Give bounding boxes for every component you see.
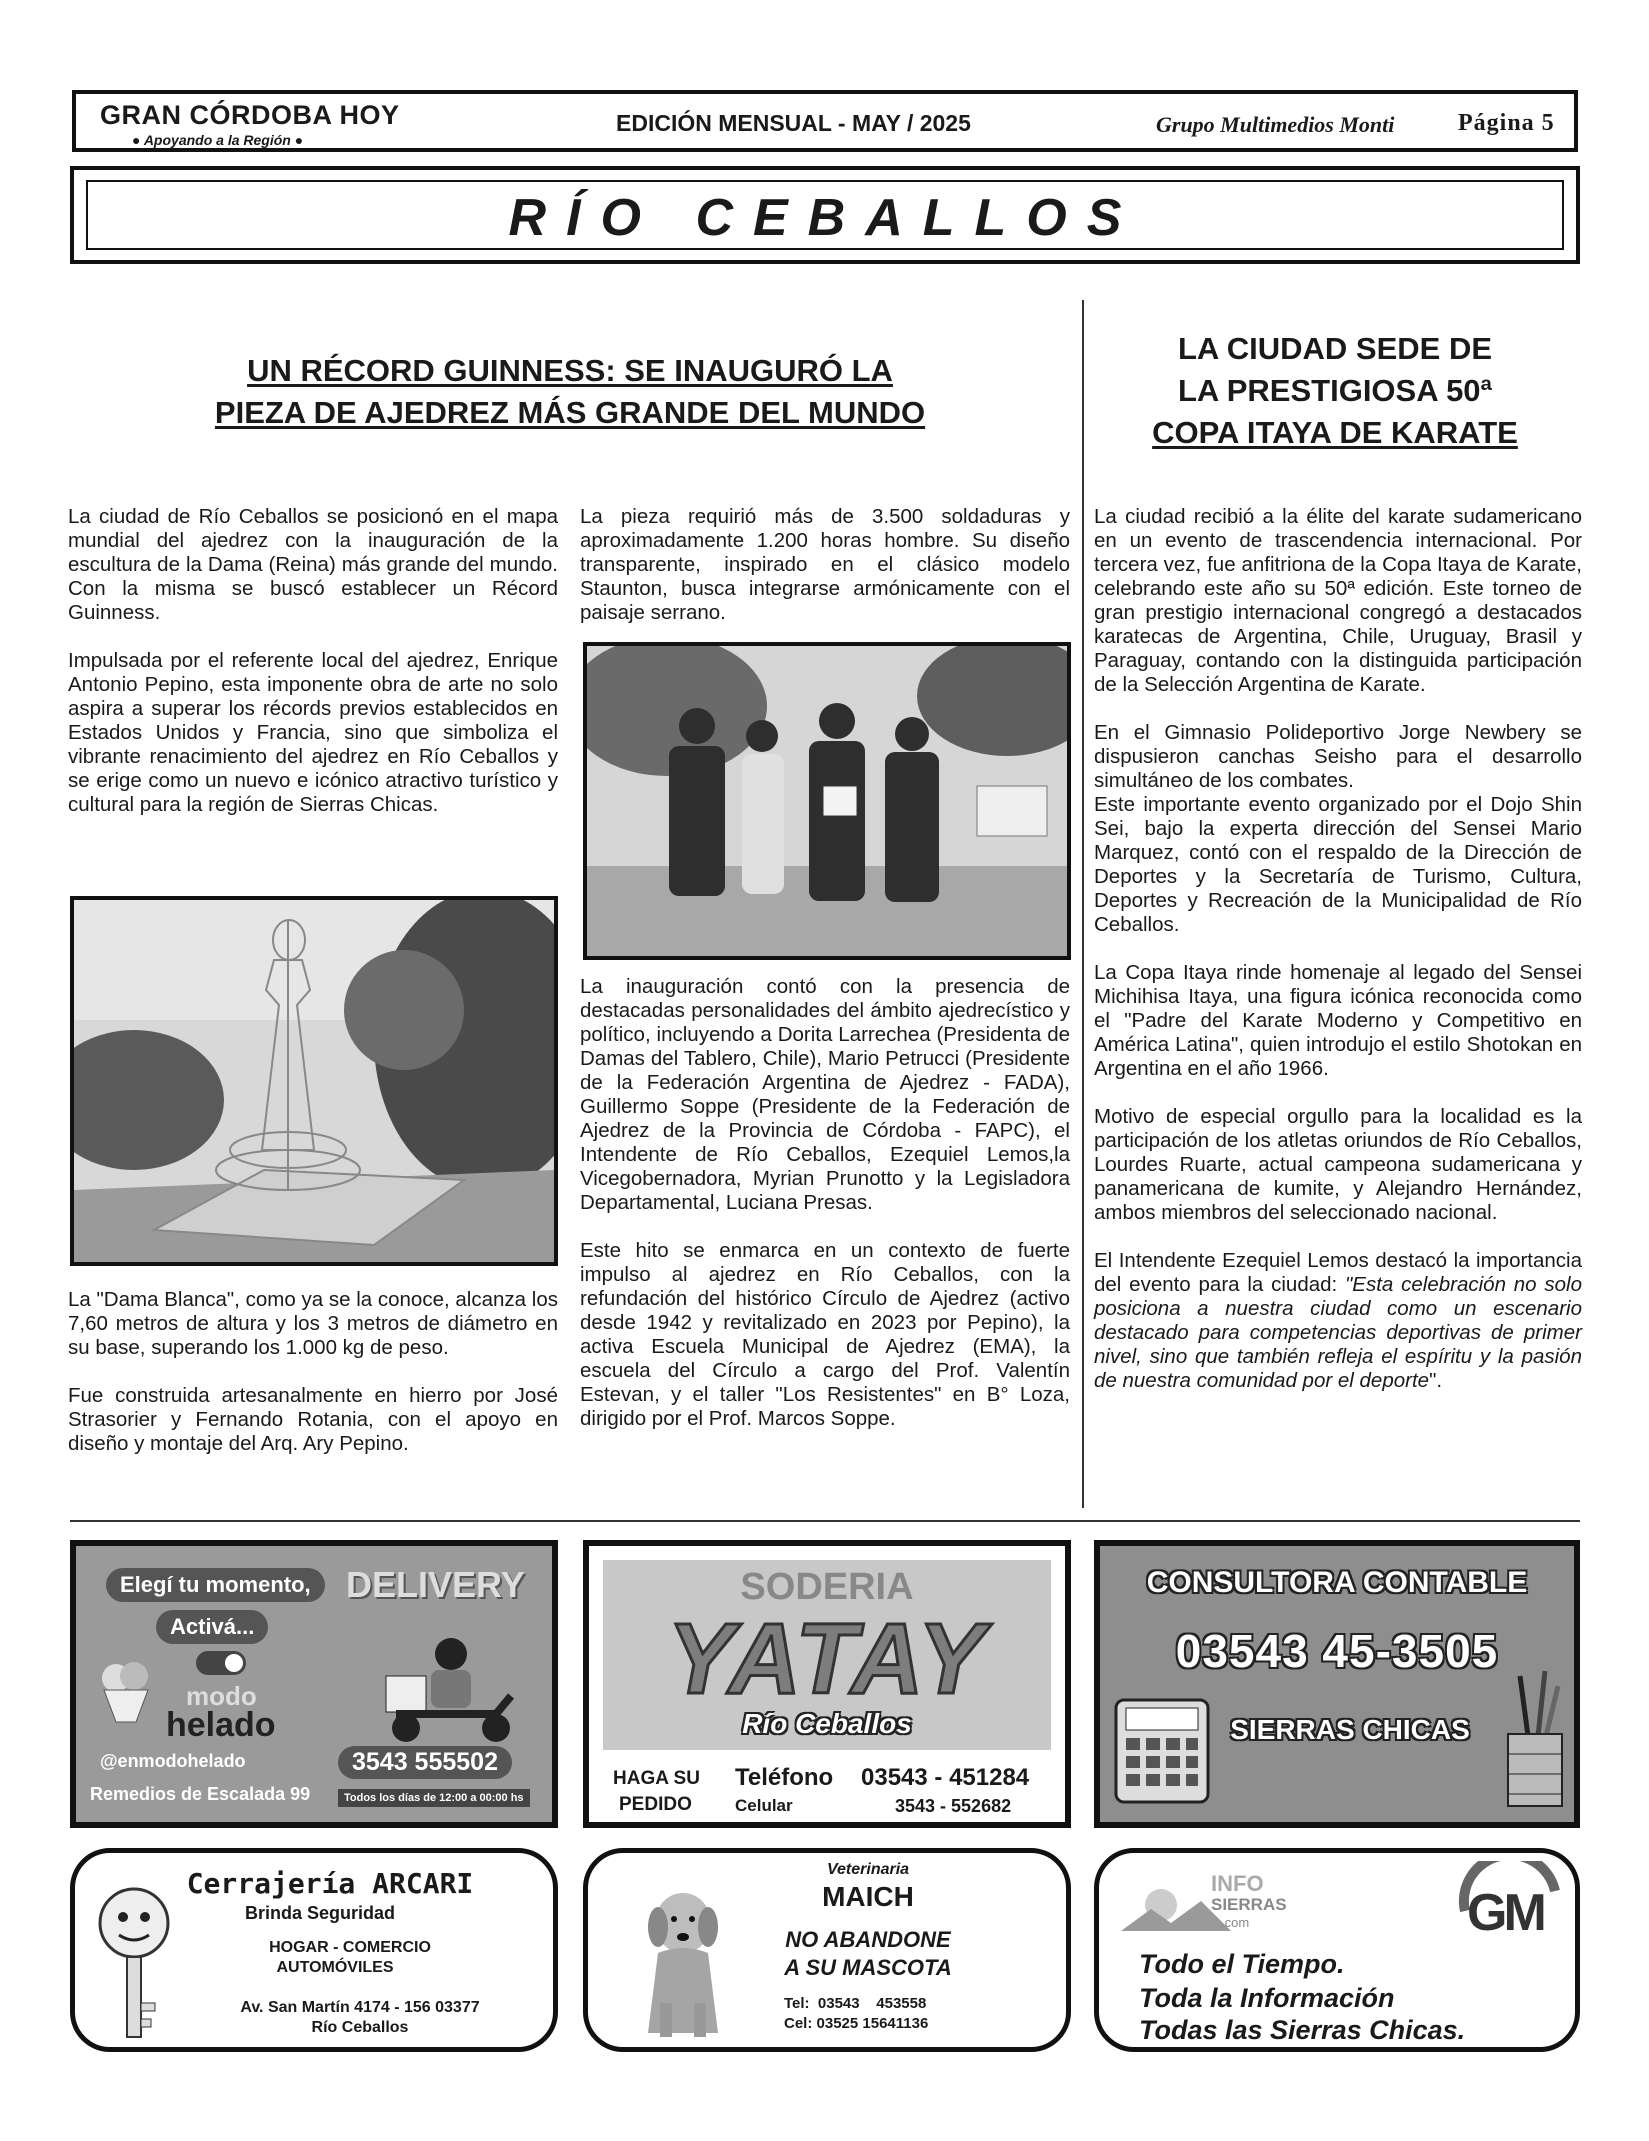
quote-end: ". (1429, 1369, 1443, 1392)
paragraph: La inauguración contó con la presencia de destacadas personalidades del ámbito ajedrecístico y político, incluyendo a Dorita Larrechea (Presidenta de Damas del Tablero, Chile), Mario Petrucci (Presidente de la Federación Argentina de Ajedrez - FADA), Guillermo Soppe (Presidente de la Federación de Ajedrez de la Provincia de Córdoba - FAPC), el Intendente de Río Ceballos, Ezequiel Lemos,la Vicegobernadora, Myrian Prunotto y la Legisladora Departamental, Luciana Presas. (580, 975, 1070, 1214)
paragraph: La pieza requirió más de 3.500 soldaduras y aproximadamente 1.200 horas hombre. Su diseño transparente, inspirado en el clásico modelo Staunton, busca integrarse armónicamente con el paisaje serrano. (580, 505, 1070, 624)
newspaper-name: GRAN CÓRDOBA HOY (100, 100, 400, 130)
paragraph: Fue construida artesanalmente en hierro por José Strasorier y Fernando Rotania, con el apoyo en diseño y montaje del Arq. Ary Pepino. (68, 1384, 558, 1455)
gm-logo (1455, 1861, 1565, 1961)
paragraph: Impulsada por el referente local del ajedrez, Enrique Antonio Pepino, esta imponente obra de arte no solo aspira a superar los récords previos establecidos en Estados Unidos y Francia, sino que simboliza el vibrante renacimiento del ajedrez en Río Ceballos y se erige como un nuevo e icónico atractivo turístico y cultural para la región de Sierras Chicas. (68, 649, 558, 816)
delivery-scooter-icon (376, 1636, 526, 1746)
ad-soderia-yatay (583, 1540, 1071, 1828)
soderia-city: Río Ceballos (742, 1708, 912, 1739)
vet-tel: Tel: 03543 453558 (784, 1995, 927, 2012)
soderia-logo (603, 1560, 1051, 1750)
vet-name: MAICH (822, 1881, 914, 1912)
logo-info: INFO (1211, 1871, 1264, 1896)
column-divider (1082, 300, 1084, 1508)
ad-veterinaria-maich (583, 1848, 1071, 2052)
headline-line-2: PIEZA DE AJEDREZ MÁS GRANDE DEL MUNDO (214, 395, 926, 430)
store-address: Remedios de Escalada 99 (90, 1784, 311, 1804)
consultora-phone: 03543 45-3505 (1175, 1625, 1499, 1677)
article-column-2-continued (580, 975, 1070, 1455)
cel-label: Celular (735, 1796, 793, 1815)
paragraph: Este importante evento organizado por el Dojo Shin Sei, bajo la experta dirección del Sensei Mario Marquez, contó con el respaldo de la Dirección de Deportes y la Secretaría de Turismo, Cultura, Deportes y Recreación de la Municipalidad de Río Ceballos. (1094, 793, 1582, 936)
ad-modo-helado (70, 1540, 558, 1828)
page-number: Página 5 (1458, 110, 1555, 136)
ads-divider (70, 1520, 1580, 1522)
karate-article-headline (1095, 328, 1575, 454)
inauguration-photo (583, 642, 1071, 960)
karate-article-body (1094, 505, 1582, 1417)
logo-com: .com (1221, 1915, 1250, 1930)
ad-info-sierras (1094, 1848, 1580, 2052)
headline-line-1: LA CIUDAD SEDE DE (1177, 331, 1493, 366)
vet-slogan-2: A SU MASCOTA (784, 1955, 952, 1980)
mayor-quote: "Esta celebración no solo posiciona a nuestra ciudad como un escenario destacado para competencias deportivas de primer nivel, sino que también refleja el espíritu y la pasión de nuestra comunidad por el deporte (1094, 1273, 1582, 1392)
ad-line: Elegí tu momento, (106, 1568, 325, 1602)
tel-number: 03543 - 451284 (861, 1764, 1030, 1791)
services-line-1: HOGAR - COMERCIO (269, 1939, 431, 1956)
ad-cerrajeria-arcari (70, 1848, 558, 2052)
newspaper-tagline: ● Apoyando a la Región ● (132, 132, 304, 148)
article-column-1 (68, 505, 558, 841)
toggle-icon (196, 1651, 246, 1675)
consultora-title: CONSULTORA CONTABLE (1146, 1566, 1528, 1599)
delivery-label: DELIVERY (346, 1564, 525, 1605)
calculator-icon (1112, 1696, 1212, 1806)
brand-modo: modo (186, 1681, 257, 1711)
page-header (72, 90, 1578, 152)
ad-consultora-contable (1094, 1540, 1580, 1828)
cel-number: 3543 - 552682 (895, 1796, 1012, 1816)
consultora-region: SIERRAS CHICAS (1230, 1714, 1470, 1745)
cerrajeria-slogan: Brinda Seguridad (244, 1903, 396, 1923)
vet-slogan-1: NO ABANDONE (785, 1927, 951, 1952)
ice-cream-icon (96, 1656, 156, 1726)
gm-letters: GM (1467, 1884, 1543, 1942)
vet-cel: Cel: 03525 15641136 (784, 2015, 929, 2032)
services-line-2: AUTOMÓVILES (276, 1959, 394, 1976)
article-column-1-continued (68, 1288, 558, 1480)
soderia-top: SODERIA (740, 1566, 914, 1608)
article-column-2 (580, 505, 1070, 649)
cerrajeria-city: Río Ceballos (311, 2019, 409, 2036)
info-line-2: Toda la Información (1139, 1983, 1395, 2013)
section-title: RÍO CEBALLOS (508, 189, 1142, 247)
store-hours: Todos los días de 12:00 a 00:00 hs (338, 1789, 530, 1807)
paragraph: La ciudad de Río Ceballos se posicionó en el mapa mundial del ajedrez con la inauguración de la escultura de la Dama (Reina) más grande del mundo. Con la misma se buscó establecer un Récord Guinness. (68, 505, 558, 624)
article-headline (120, 350, 1020, 434)
info-sierras-logo (1121, 1871, 1287, 1941)
paragraph: Este hito se enmarca en un contexto de fuerte impulso al ajedrez en Río Ceballos, con la refundación del histórico Círculo de Ajedrez (activo desde 1942 y revitalizado en 2023 por Pepino), la activa Escuela Municipal de Ajedrez (EMA), la escuela del Círculo a cargo del Prof. Valentín Estevan, y el taller "Los Resistentes" en B° Loza, dirigido por el Prof. Marcos Soppe. (580, 1239, 1070, 1430)
chess-queen-photo (70, 896, 558, 1266)
quote-lead: El Intendente Ezequiel Lemos destacó la importancia del evento para la ciudad: (1094, 1249, 1582, 1296)
info-line-3: Todas las Sierras Chicas. (1139, 2015, 1466, 2045)
section-banner (70, 166, 1580, 264)
pencil-cup-icon (1500, 1666, 1570, 1816)
ad-line: Activá... (156, 1610, 268, 1644)
paragraph: La "Dama Blanca", como ya se la conoce, alcanza los 7,60 metros de altura y los 3 metros de diámetro en su base, superando los 1.000 kg de peso. (68, 1288, 558, 1359)
cerrajeria-address: Av. San Martín 4174 - 156 03377 (240, 1999, 480, 2016)
whatsapp-phone: 3543 555502 (338, 1746, 512, 1779)
order-line-1: HAGA SU (613, 1768, 700, 1789)
headline-line-1: UN RÉCORD GUINNESS: SE INAUGURÓ LA (247, 353, 893, 388)
media-group: Grupo Multimedios Monti (1156, 112, 1395, 137)
paragraph (1094, 1249, 1582, 1393)
logo-sierras: SIERRAS (1211, 1895, 1287, 1914)
headline-line-2: LA PRESTIGIOSA 50ª (1177, 373, 1493, 408)
paragraph: La Copa Itaya rinde homenaje al legado del Sensei Michihisa Itaya, una figura icónica reconocida como el "Padre del Karate Moderno y Competitivo en América Latina", quien introdujo el estilo Shotokan en Argentina en el año 1966. (1094, 961, 1582, 1080)
paragraph: Motivo de especial orgullo para la localidad es la participación de los atletas oriundos de Río Ceballos, Lourdes Ruarte, actual campeona sudamericana y panamericana de kumite, y Alejandro Hernández, ambos miembros del seleccionado nacional. (1094, 1105, 1582, 1224)
brand-helado: helado (166, 1706, 276, 1744)
soderia-name: YATAY (667, 1603, 987, 1715)
paragraph: La ciudad recibió a la élite del karate sudamericano en un evento de trascendencia internacional. Por tercera vez, fue anfitriona de la Copa Itaya de Karate, celebrando este año su 50ª edición. Este torneo de gran prestigio internacional congregó a destacados karatecas de Argentina, Chile, Uruguay, Brasil y Paraguay, contando con la distinguida participación de la Selección Argentina de Karate. (1094, 505, 1582, 696)
order-line-2: PEDIDO (619, 1794, 692, 1815)
edition-label: EDICIÓN MENSUAL - MAY / 2025 (616, 110, 971, 136)
headline-line-3: COPA ITAYA DE KARATE (1152, 415, 1518, 450)
dog-icon (628, 1883, 738, 2043)
vet-label: Veterinaria (826, 1861, 910, 1878)
social-handle: @enmodohelado (100, 1751, 246, 1771)
paragraph (1094, 721, 1582, 793)
tel-label: Teléfono (735, 1764, 834, 1791)
paragraph-part: En el Gimnasio Polideportivo Jorge Newbery se dispusieron canchas Seisho para el desarrollo simultáneo de los combates. (1094, 721, 1582, 792)
key-character-icon (89, 1883, 179, 2043)
cerrajeria-name: Cerrajería ARCARI (186, 1867, 474, 1900)
info-line-1: Todo el Tiempo. (1139, 1949, 1345, 1979)
